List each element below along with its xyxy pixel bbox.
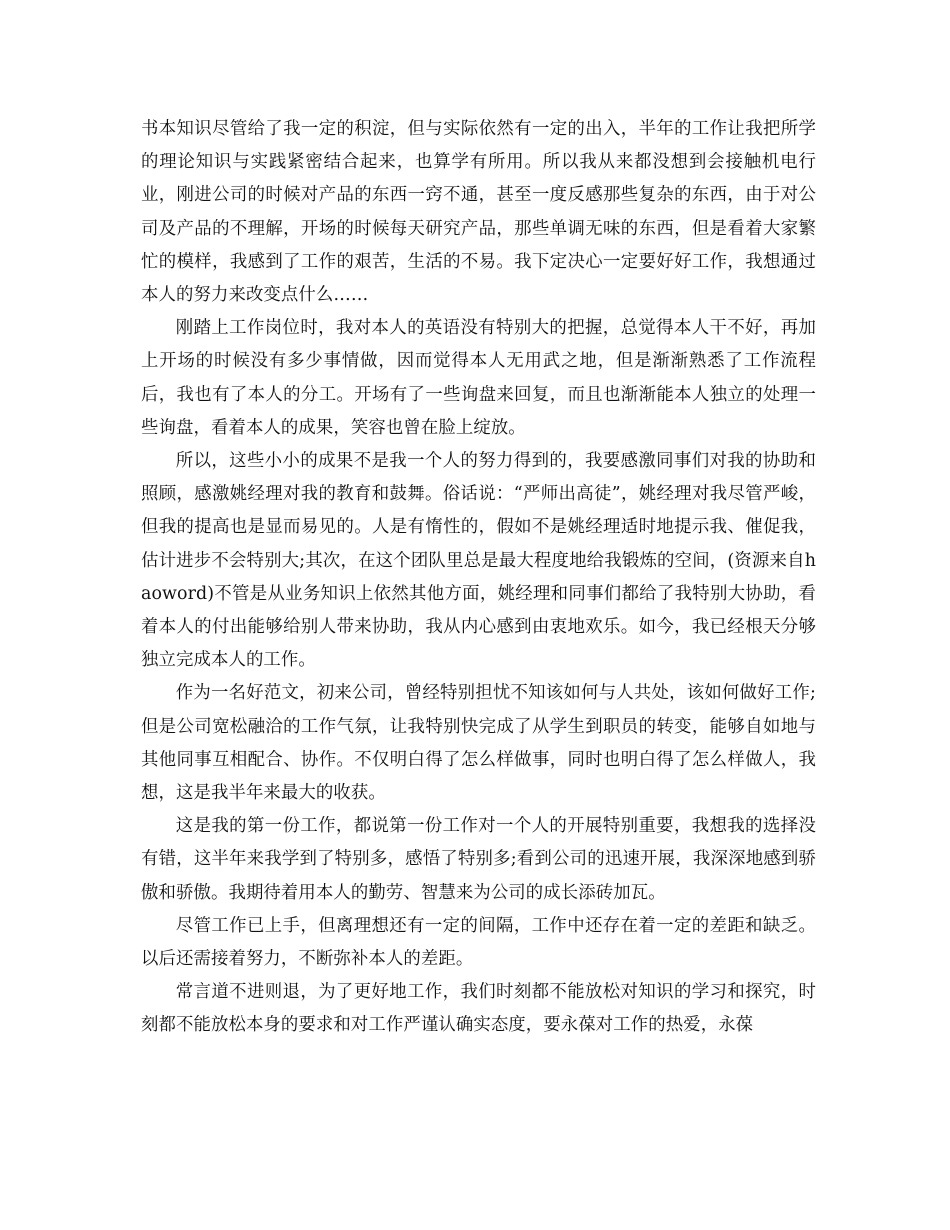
paragraph-4: 作为一名好范文，初来公司，曾经特别担忧不知该如何与人共处，该如何做好工作;但是公司宽松融洽的工作气氛，让我特别快完成了从学生到职员的转变，能够自如地与其他同事互相配合、协作。不仅明白得了怎么样做事，同时也明白得了怎么样做人，我想，这是我半年来最大的收获。: [141, 683, 816, 804]
paragraph-1: 书本知识尽管给了我一定的积淀，但与实际依然有一定的出入，半年的工作让我把所学的理论知识与实践紧密结合起来，也算学有所用。所以我从来都没想到会接触机电行业，刚进公司的时候对产品的东西一窍不通，甚至一度反感那些复杂的东西，由于对公司及产品的不理解，开场的时候每天研究产品，那些单调无味的东西，但是看着大家繁忙的模样，我感到了工作的艰苦，生活的不易。我下定决心一定要好好工作，我想通过本人的努力来改变点什么……: [141, 119, 816, 306]
paragraph-3: 所以，这些小小的成果不是我一个人的努力得到的，我要感激同事们对我的协助和照顾，感激姚经理对我的教育和鼓舞。俗话说：“严师出高徒”，姚经理对我尽管严峻，但我的提高也是显而易见的。人是有惰性的，假如不是姚经理适时地提示我、催促我，估计进步不会特别大;其次，在这个团队里总是最大程度地给我锻炼的空间，(资源来自haoword)不管是从业务知识上依然其他方面，姚经理和同事们都给了我特别大协助，看着本人的付出能够给别人带来协助，我从内心感到由衷地欢乐。如今，我已经根天分够独立完成本人的工作。: [141, 451, 816, 671]
paragraph-6: 尽管工作已上手，但离理想还有一定的间隔，工作中还存在着一定的差距和缺乏。以后还需接着努力，不断弥补本人的差距。: [141, 915, 816, 970]
document-body: [141, 113, 816, 1043]
paragraph-7: 常言道不进则退，为了更好地工作，我们时刻都不能放松对知识的学习和探究，时刻都不能放松本身的要求和对工作严谨认确实态度，要永葆对工作的热爱，永葆: [141, 982, 816, 1036]
paragraph-2: 刚踏上工作岗位时，我对本人的英语没有特别大的把握，总觉得本人干不好，再加上开场的时候没有多少事情做，因而觉得本人无用武之地，但是渐渐熟悉了工作流程后，我也有了本人的分工。开场有了一些询盘来回复，而且也渐渐能本人独立的处理一些询盘，看着本人的成果，笑容也曾在脸上绽放。: [141, 318, 816, 438]
paragraph-5: 这是我的第一份工作，都说第一份工作对一个人的开展特别重要，我想我的选择没有错，这半年来我学到了特别多，感悟了特别多;看到公司的迅速开展，我深深地感到骄傲和骄傲。我期待着用本人的勤劳、智慧来为公司的成长添砖加瓦。: [141, 816, 816, 903]
